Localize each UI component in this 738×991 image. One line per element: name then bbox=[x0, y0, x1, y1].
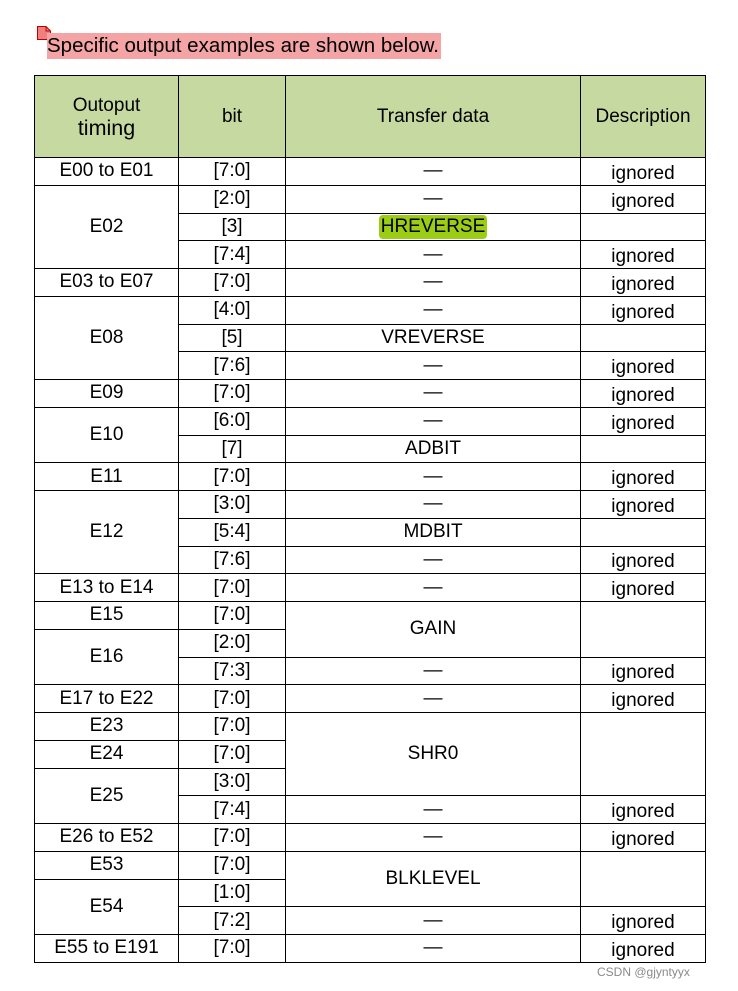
transfer-cell: — bbox=[286, 491, 581, 519]
description-cell: ignored bbox=[581, 463, 706, 491]
table-row bbox=[35, 713, 706, 741]
bit-cell: [2:0] bbox=[179, 629, 286, 657]
timing-cell: E02 bbox=[35, 185, 179, 268]
transfer-cell: — bbox=[286, 907, 581, 935]
description-cell: ignored bbox=[581, 352, 706, 380]
bit-cell: [7:6] bbox=[179, 352, 286, 380]
description-cell bbox=[581, 435, 706, 463]
description-cell bbox=[581, 518, 706, 546]
transfer-cell: — bbox=[286, 241, 581, 269]
transfer-cell: SHR0 bbox=[286, 713, 581, 796]
description-cell: ignored bbox=[581, 296, 706, 324]
table-row bbox=[35, 491, 706, 519]
transfer-cell: BLKLEVEL bbox=[286, 851, 581, 907]
header-output-timing bbox=[35, 76, 179, 158]
description-cell: ignored bbox=[581, 685, 706, 713]
bit-cell: [7:0] bbox=[179, 574, 286, 602]
bit-cell: [7:2] bbox=[179, 907, 286, 935]
bit-cell: [2:0] bbox=[179, 185, 286, 213]
timing-cell: E12 bbox=[35, 491, 179, 574]
bit-cell: [7:6] bbox=[179, 546, 286, 574]
transfer-cell: MDBIT bbox=[286, 518, 581, 546]
bit-cell: [7:0] bbox=[179, 935, 286, 963]
timing-cell: E55 to E191 bbox=[35, 935, 179, 963]
description-cell: ignored bbox=[581, 269, 706, 297]
description-cell: ignored bbox=[581, 546, 706, 574]
timing-cell: E03 to E07 bbox=[35, 269, 179, 297]
timing-cell: E13 to E14 bbox=[35, 574, 179, 602]
bit-cell: [7:0] bbox=[179, 685, 286, 713]
watermark: CSDN @gjyntyyx bbox=[597, 965, 690, 979]
bit-cell: [7:0] bbox=[179, 380, 286, 408]
timing-cell: E15 bbox=[35, 602, 179, 630]
timing-cell: E17 to E22 bbox=[35, 685, 179, 713]
description-cell bbox=[581, 851, 706, 907]
header-description: Description bbox=[581, 76, 706, 158]
header-output-timing-line1: Outoput bbox=[72, 94, 141, 116]
transfer-cell: — bbox=[286, 463, 581, 491]
description-cell bbox=[581, 713, 706, 796]
description-cell: ignored bbox=[581, 796, 706, 824]
timing-cell: E08 bbox=[35, 296, 179, 379]
description-cell: ignored bbox=[581, 824, 706, 852]
highlighted-term: HREVERSE bbox=[380, 215, 486, 237]
table-row bbox=[35, 269, 706, 297]
transfer-cell: — bbox=[286, 407, 581, 435]
timing-cell: E26 to E52 bbox=[35, 824, 179, 852]
transfer-cell: — bbox=[286, 657, 581, 685]
table-row bbox=[35, 602, 706, 630]
timing-cell: E54 bbox=[35, 879, 179, 935]
bit-cell: [7:0] bbox=[179, 824, 286, 852]
table-row bbox=[35, 185, 706, 213]
timing-cell: E24 bbox=[35, 740, 179, 768]
bit-cell: [5] bbox=[179, 324, 286, 352]
description-cell: ignored bbox=[581, 657, 706, 685]
description-cell: ignored bbox=[581, 935, 706, 963]
timing-cell: E11 bbox=[35, 463, 179, 491]
transfer-cell: — bbox=[286, 796, 581, 824]
timing-cell: E53 bbox=[35, 851, 179, 879]
description-cell: ignored bbox=[581, 407, 706, 435]
table-row bbox=[35, 574, 706, 602]
timing-cell: E16 bbox=[35, 629, 179, 685]
transfer-cell: — bbox=[286, 935, 581, 963]
transfer-cell: VREVERSE bbox=[286, 324, 581, 352]
bit-cell: [7:0] bbox=[179, 602, 286, 630]
bit-cell: [7:0] bbox=[179, 463, 286, 491]
bit-cell: [1:0] bbox=[179, 879, 286, 907]
table-row bbox=[35, 407, 706, 435]
header-bit: bit bbox=[179, 76, 286, 158]
bit-cell: [7:0] bbox=[179, 851, 286, 879]
timing-cell: E09 bbox=[35, 380, 179, 408]
description-cell: ignored bbox=[581, 574, 706, 602]
transfer-cell: — bbox=[286, 546, 581, 574]
transfer-cell bbox=[286, 213, 581, 241]
description-cell: ignored bbox=[581, 158, 706, 186]
table-row bbox=[35, 380, 706, 408]
bit-cell: [5:4] bbox=[179, 518, 286, 546]
output-timing-table bbox=[34, 75, 706, 963]
header-output-timing-line2: timing bbox=[77, 115, 136, 140]
table-caption: Specific output examples are shown below. bbox=[47, 34, 440, 57]
description-cell bbox=[581, 324, 706, 352]
bit-cell: [6:0] bbox=[179, 407, 286, 435]
transfer-cell: — bbox=[286, 185, 581, 213]
bit-cell: [3:0] bbox=[179, 768, 286, 796]
description-cell: ignored bbox=[581, 380, 706, 408]
header-row bbox=[35, 76, 706, 158]
description-cell bbox=[581, 602, 706, 658]
bit-cell: [7:0] bbox=[179, 158, 286, 186]
table-row bbox=[35, 685, 706, 713]
description-cell: ignored bbox=[581, 241, 706, 269]
bit-cell: [7:0] bbox=[179, 713, 286, 741]
bit-cell: [3] bbox=[179, 213, 286, 241]
transfer-cell: — bbox=[286, 296, 581, 324]
bit-cell: [3:0] bbox=[179, 491, 286, 519]
table-row bbox=[35, 296, 706, 324]
transfer-cell: — bbox=[286, 824, 581, 852]
description-cell: ignored bbox=[581, 907, 706, 935]
table-row bbox=[35, 935, 706, 963]
bit-cell: [7:3] bbox=[179, 657, 286, 685]
transfer-cell: — bbox=[286, 269, 581, 297]
transfer-cell: — bbox=[286, 380, 581, 408]
bit-cell: [7:0] bbox=[179, 740, 286, 768]
timing-cell: E00 to E01 bbox=[35, 158, 179, 186]
bit-cell: [4:0] bbox=[179, 296, 286, 324]
transfer-cell: GAIN bbox=[286, 602, 581, 658]
table-row bbox=[35, 158, 706, 186]
transfer-cell: — bbox=[286, 352, 581, 380]
bit-cell: [7] bbox=[179, 435, 286, 463]
description-cell: ignored bbox=[581, 185, 706, 213]
bit-cell: [7:4] bbox=[179, 241, 286, 269]
transfer-cell: ADBIT bbox=[286, 435, 581, 463]
table-row bbox=[35, 463, 706, 491]
timing-cell: E10 bbox=[35, 407, 179, 463]
header-transfer-data: Transfer data bbox=[286, 76, 581, 158]
description-cell bbox=[581, 213, 706, 241]
transfer-cell: — bbox=[286, 574, 581, 602]
timing-cell: E25 bbox=[35, 768, 179, 824]
transfer-cell: — bbox=[286, 158, 581, 186]
table-row bbox=[35, 851, 706, 879]
table-row bbox=[35, 824, 706, 852]
bit-cell: [7:4] bbox=[179, 796, 286, 824]
transfer-cell: — bbox=[286, 685, 581, 713]
timing-cell: E23 bbox=[35, 713, 179, 741]
bit-cell: [7:0] bbox=[179, 269, 286, 297]
description-cell: ignored bbox=[581, 491, 706, 519]
